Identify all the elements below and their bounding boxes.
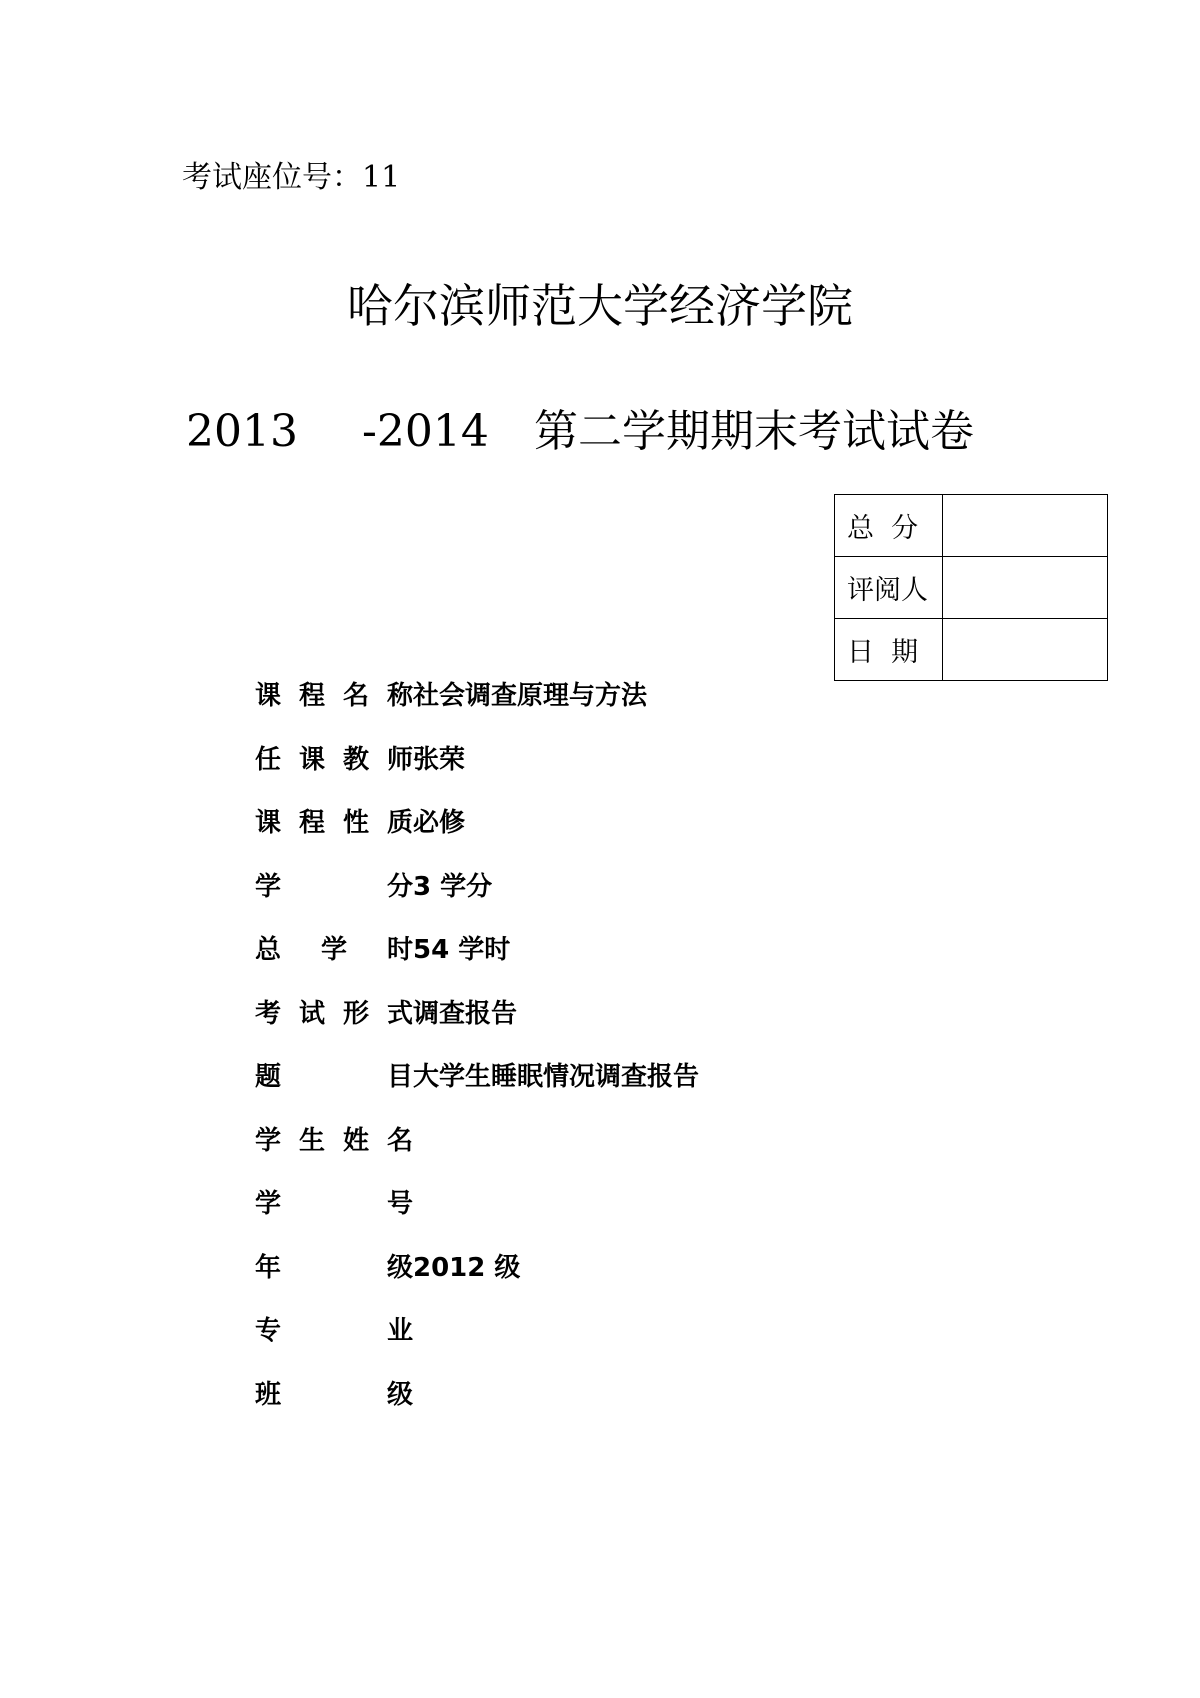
total-score-value bbox=[943, 495, 1108, 557]
date-label: 日 期 bbox=[835, 619, 943, 681]
info-row-class bbox=[255, 1361, 699, 1425]
topic-value: 大学生睡眠情况调查报告 bbox=[413, 1062, 700, 1093]
grader-label: 评阅人 bbox=[835, 557, 943, 619]
student-name-label: 学生姓名 bbox=[255, 1125, 413, 1156]
grade-value: 2012 级 bbox=[413, 1252, 521, 1283]
info-row-exam-form bbox=[255, 980, 699, 1044]
info-row-student-id bbox=[255, 1170, 699, 1234]
score-row-total bbox=[835, 495, 1108, 557]
info-row-major bbox=[255, 1297, 699, 1361]
teacher-value: 张荣 bbox=[413, 744, 466, 775]
info-row-credit bbox=[255, 853, 699, 917]
grader-value bbox=[943, 557, 1108, 619]
course-info bbox=[255, 662, 699, 1424]
course-name-value: 社会调查原理与方法 bbox=[413, 681, 648, 712]
year-end: -2014 bbox=[362, 406, 489, 457]
exam-name: 第二学期期末考试试卷 bbox=[534, 406, 974, 457]
credit-label: 学 分 bbox=[255, 871, 413, 902]
date-value bbox=[943, 619, 1108, 681]
credit-value: 3 学分 bbox=[413, 871, 493, 902]
topic-label: 题 目 bbox=[255, 1062, 413, 1093]
info-row-topic bbox=[255, 1043, 699, 1107]
info-row-teacher bbox=[255, 726, 699, 790]
school-name: 哈尔滨师范大学经济学院 bbox=[347, 279, 853, 333]
class-label: 班 级 bbox=[255, 1379, 413, 1410]
grade-label: 年 级 bbox=[255, 1252, 413, 1283]
info-row-student-name bbox=[255, 1107, 699, 1171]
year-start: 2013 bbox=[186, 406, 298, 457]
exam-title bbox=[186, 402, 974, 462]
teacher-label: 任课教师 bbox=[255, 744, 413, 775]
course-name-label: 课程名称 bbox=[255, 681, 413, 712]
score-row-date bbox=[835, 619, 1108, 681]
exam-seat-number: 考试座位号：11 bbox=[182, 160, 401, 195]
info-row-course-name bbox=[255, 662, 699, 726]
hours-value: 54 学时 bbox=[413, 935, 511, 966]
course-type-value: 必修 bbox=[413, 808, 466, 839]
course-type-label: 课程性质 bbox=[255, 808, 413, 839]
exam-form-label: 考试形式 bbox=[255, 998, 413, 1029]
hours-label: 总 学 时 bbox=[255, 935, 413, 966]
major-label: 专 业 bbox=[255, 1316, 413, 1347]
student-id-label: 学 号 bbox=[255, 1189, 413, 1220]
info-row-grade bbox=[255, 1234, 699, 1298]
score-table bbox=[834, 494, 1108, 681]
exam-form-value: 调查报告 bbox=[413, 998, 518, 1029]
info-row-course-type bbox=[255, 789, 699, 853]
score-row-grader bbox=[835, 557, 1108, 619]
total-score-label: 总 分 bbox=[835, 495, 943, 557]
info-row-hours bbox=[255, 916, 699, 980]
